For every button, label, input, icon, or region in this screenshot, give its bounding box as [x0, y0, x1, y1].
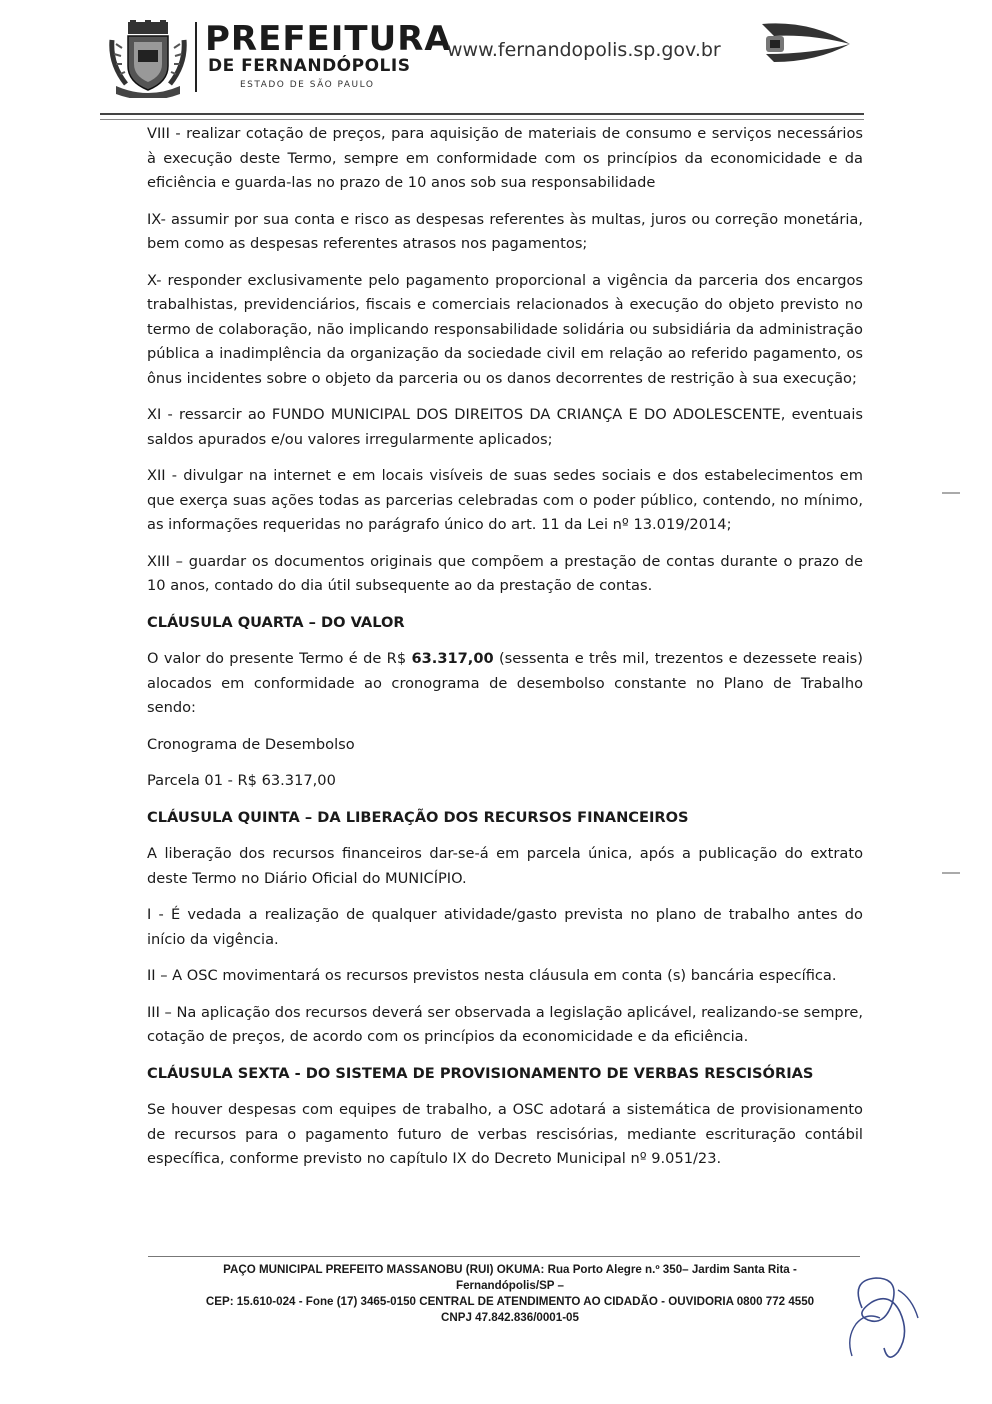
clause-5-heading: CLÁUSULA QUINTA – DA LIBERAÇÃO DOS RECURSOS FINANCEIROS: [147, 808, 689, 826]
item-xi: XI - ressarcir ao FUNDO MUNICIPAL DOS DIREITOS DA CRIANÇA E DO ADOLESCENTE, eventuais saldos apurados e/ou valores irregularmente aplicados;: [147, 406, 863, 448]
footer-line-3: CEP: 15.610-024 - Fone (17) 3465-0150 CENTRAL DE ATENDIMENTO AO CIDADÃO - OUVIDORIA 0800 772 4550: [205, 1295, 815, 1308]
clause-4-heading: CLÁUSULA QUARTA – DO VALOR: [147, 613, 405, 631]
margin-tick: [942, 492, 960, 494]
schedule-installment: Parcela 01 - R$ 63.317,00: [147, 772, 336, 789]
clause-5-paragraph-1: A liberação dos recursos financeiros dar-se-á em parcela única, após a publicação do extrato deste Termo no Diário Oficial do MUNICÍPIO.: [147, 845, 863, 887]
item-viii: VIII - realizar cotação de preços, para aquisição de materiais de consumo e serviços necessários à execução deste Termo, sempre em conformidade com os princípios da economicidade e da eficiência e guarda-las no prazo de 10 anos sob sua responsabilidade: [147, 125, 863, 191]
item-x: X- responder exclusivamente pelo pagamento proporcional a vigência da parceria dos encargos trabalhistas, previdenciários, fiscais e comerciais relacionados à execução do objeto previsto no termo de colaboração, não implicando responsabilidade solidária ou subsidiária da administração pública a inadimplência da organização da sociedade civil em relação ao referido pagamento, os ônus incidentes sobre o objeto da parceria ou os danos decorrentes de restrição à sua execução;: [147, 271, 863, 387]
item-xiii: XIII – guardar os documentos originais que compõem a prestação de contas durante o prazo de 10 anos, contado do dia útil subsequente ao da prestação de contas.: [147, 552, 863, 594]
clause-4-amount: 63.317,00: [411, 650, 494, 667]
clause-6-heading: CLÁUSULA SEXTA - DO SISTEMA DE PROVISIONAMENTO DE VERBAS RESCISÓRIAS: [147, 1064, 814, 1082]
letterhead: [0, 0, 992, 115]
footer-address: [140, 1262, 880, 1326]
clause-5-paragraph-4: III – Na aplicação dos recursos deverá ser observada a legislação aplicável, realizando-se sempre, cotação de preços, de acordo com os princípios da economicidade e da eficiência.: [147, 1003, 863, 1045]
schedule-title: Cronograma de Desembolso: [147, 735, 355, 753]
margin-tick: [942, 872, 960, 874]
city-logo-icon: [760, 18, 852, 70]
clause-4-text-before: O valor do presente Termo é de R$: [147, 650, 412, 667]
header-divider: [195, 22, 197, 92]
footer-line-4: CNPJ 47.842.836/0001-05: [441, 1311, 579, 1324]
item-xii: XII - divulgar na internet e em locais visíveis de suas sedes sociais e dos estabelecimentos em que exerça suas ações todas as parcerias celebradas com o poder público, contendo, no mínimo, as informações requeridas no parágrafo único do art. 11 da Lei nº 13.019/2014;: [147, 467, 863, 533]
brand-state: ESTADO DE SÃO PAULO: [240, 80, 375, 90]
clause-4-paragraph: [147, 647, 863, 721]
coat-of-arms-icon: [108, 20, 188, 98]
footer-line-2: Fernandópolis/SP –: [455, 1279, 565, 1292]
clause-4-text-after: (sessenta e três mil, trezentos e dezessete reais) alocados em conformidade ao cronograma de desembolso constante no Plano de Trabalho sendo:: [147, 650, 863, 716]
clause-6-paragraph-1: Se houver despesas com equipes de trabalho, a OSC adotará a sistemática de provisionamento de recursos para o pagamento futuro de verbas rescisórias, mediante escrituração contábil específica, conforme previsto no capítulo IX do Decreto Municipal nº 9.051/23.: [147, 1101, 863, 1167]
brand-subtitle: DE FERNANDÓPOLIS: [208, 56, 411, 76]
footer-rule: [148, 1256, 860, 1257]
header-rule: [100, 113, 864, 120]
document-body: [147, 122, 863, 1172]
signature-icon: [832, 1268, 924, 1364]
footer-line-1: PAÇO MUNICIPAL PREFEITO MASSANOBU (RUI) OKUMA: Rua Porto Alegre n.º 350– Jardim Santa Rita -: [223, 1263, 797, 1276]
item-ix: IX- assumir por sua conta e risco as despesas referentes às multas, juros ou correção monetária, bem como as despesas referentes atrasos nos pagamentos;: [147, 210, 863, 252]
brand-title: PREFEITURA: [205, 19, 452, 59]
clause-5-paragraph-3: II – A OSC movimentará os recursos previstos nesta cláusula em conta (s) bancária específica.: [147, 967, 837, 984]
clause-5-paragraph-2: I - É vedada a realização de qualquer atividade/gasto prevista no plano de trabalho antes do início da vigência.: [147, 906, 863, 948]
website-link[interactable]: www.fernandopolis.sp.gov.br: [447, 39, 721, 61]
